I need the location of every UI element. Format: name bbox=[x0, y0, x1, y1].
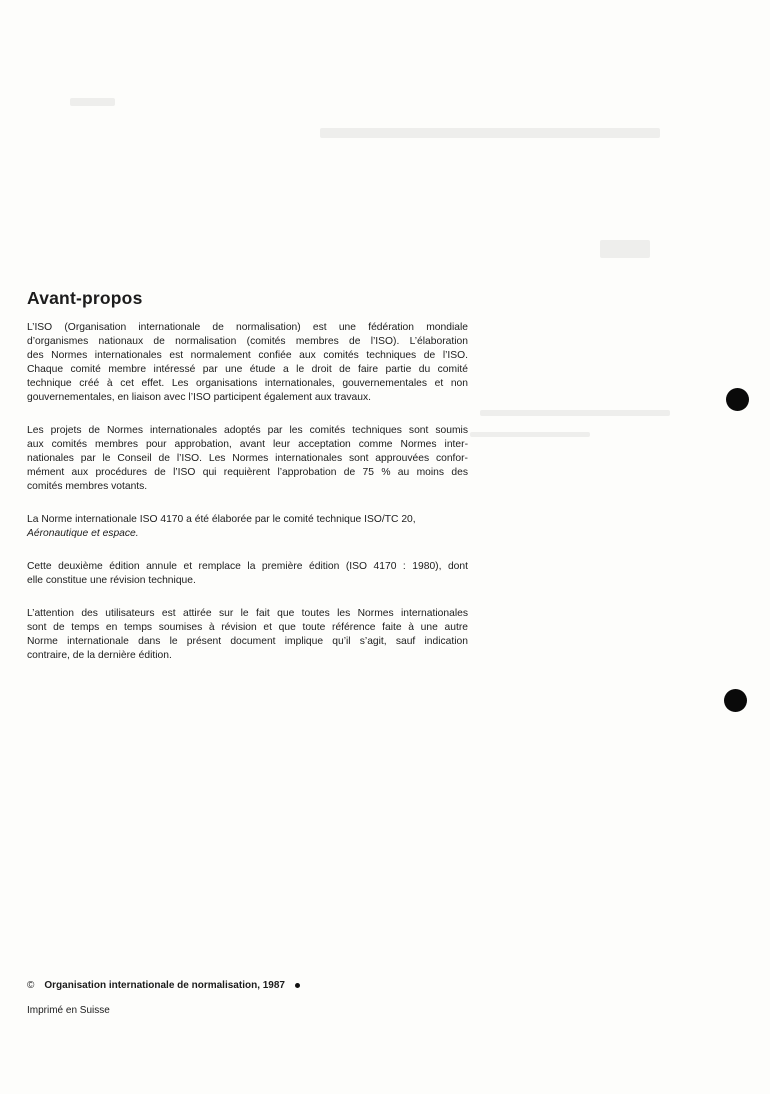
text-line: La Norme internationale ISO 4170 a été élaborée par le comité technique ISO/TC 20, bbox=[27, 514, 416, 525]
bleed-through-mark bbox=[480, 410, 670, 416]
text-line: gouvernementales, en liaison avec l’ISO participent également aux travaux. bbox=[27, 392, 371, 404]
text-line: comités membres votants. bbox=[27, 481, 148, 493]
text-line: Norme internationale dans le présent document implique qu’il s’agit, sauf indication bbox=[27, 636, 468, 648]
paragraph-edition bbox=[27, 560, 468, 588]
text-line: Cette deuxième édition annule et remplace la première édition (ISO 4170 : 1980), dont bbox=[27, 561, 468, 572]
bleed-through-mark bbox=[70, 98, 115, 106]
paragraph-foreword-intro bbox=[27, 321, 468, 406]
text-line: L’attention des utilisateurs est attirée sur le fait que toutes les Normes internationales bbox=[27, 608, 468, 619]
paragraph-draft-approval bbox=[27, 424, 468, 494]
printed-in-notice: Imprimé en Suisse bbox=[27, 1005, 110, 1016]
bleed-through-mark bbox=[600, 240, 650, 258]
text-line: elle constitue une révision technique. bbox=[27, 575, 196, 587]
punch-hole-icon bbox=[726, 388, 749, 411]
paragraph-revision-notice bbox=[27, 607, 468, 663]
text-line: nationales par le Conseil de l’ISO. Les Normes internationales sont approuvées confor- bbox=[27, 453, 468, 465]
bleed-through-mark bbox=[320, 128, 660, 138]
copyright-icon: © bbox=[27, 980, 35, 991]
punch-hole-icon bbox=[724, 689, 747, 712]
text-line: d’organismes nationaux de normalisation (comités membres de l’ISO). L’élaboration bbox=[27, 336, 468, 348]
text-line: aux comités membres pour approbation, avant leur acceptation comme Normes inter- bbox=[27, 439, 468, 451]
paragraph-committee bbox=[27, 513, 468, 541]
text-line: mément aux procédures de l’ISO qui requièrent l’approbation de 75 % au moins des bbox=[27, 467, 468, 479]
text-line: sont de temps en temps soumises à révision et que toute référence faite à une autre bbox=[27, 622, 468, 634]
text-line: technique créé à cet effet. Les organisations internationales, gouvernementales et non bbox=[27, 378, 468, 390]
bleed-through-mark bbox=[470, 432, 590, 437]
bullet-icon bbox=[295, 983, 300, 988]
copyright-notice bbox=[27, 980, 300, 991]
text-line: des Normes internationales est normalement confiée aux comités techniques de l’ISO. bbox=[27, 350, 468, 362]
text-line: Aéronautique et espace. bbox=[27, 528, 139, 540]
copyright-text: Organisation internationale de normalisation, 1987 bbox=[44, 980, 285, 991]
text-line: contraire, de la dernière édition. bbox=[27, 650, 172, 662]
text-line: Chaque comité membre intéressé par une étude a le droit de faire partie du comité bbox=[27, 364, 468, 376]
text-line: L’ISO (Organisation internationale de normalisation) est une fédération mondiale bbox=[27, 322, 468, 333]
text-line: Les projets de Normes internationales adoptés par les comités techniques sont soumis bbox=[27, 425, 468, 436]
page-title: Avant-propos bbox=[27, 288, 143, 308]
